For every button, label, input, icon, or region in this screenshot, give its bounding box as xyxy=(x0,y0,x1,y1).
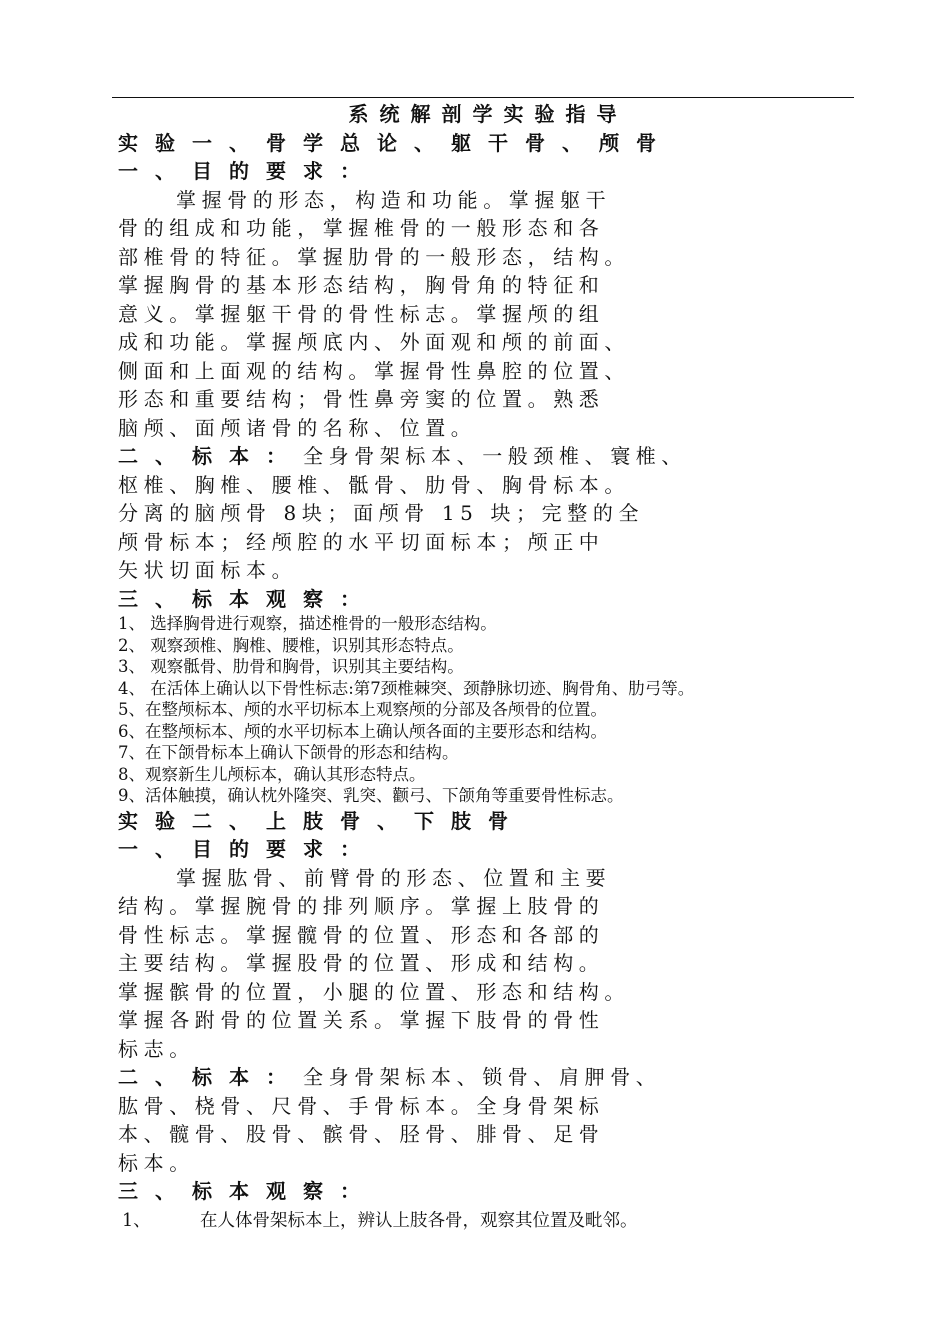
exp1-aim-line: 意义。掌握躯干骨的骨性标志。掌握颅的组 xyxy=(118,301,605,326)
exp1-obs-heading: 三、标本观察： xyxy=(118,586,377,611)
exp2-aim-line: 骨性标志。掌握髋骨的位置、形态和各部的 xyxy=(118,922,605,947)
exp2-obs-item-number: 1、 xyxy=(122,1210,151,1231)
header-rule xyxy=(112,97,854,98)
exp2-aim-line: 掌握髌骨的位置，小腿的位置、形态和结构。 xyxy=(118,979,630,1004)
exp2-aim-heading: 一、目的要求： xyxy=(118,837,377,861)
exp1-specimen-line: 颅骨标本；经颅腔的水平切面标本；颅正中 xyxy=(118,529,605,554)
exp1-specimen-heading: 二、标本： xyxy=(118,444,303,468)
exp1-specimen-line: 矢状切面标本。 xyxy=(118,558,298,582)
exp2-specimen-line: 本、髋骨、股骨、髌骨、胫骨、腓骨、足骨 xyxy=(118,1122,605,1146)
exp1-aim-line: 部椎骨的特征。掌握肋骨的一般形态，结构。 xyxy=(118,244,630,269)
exp1-specimen-line: 枢椎、胸椎、腰椎、骶骨、肋骨、胸骨标本。 xyxy=(118,472,630,497)
exp2-specimen-line: 肱骨、桡骨、尺骨、手骨标本。全身骨架标 xyxy=(118,1093,605,1118)
exp2-aim-line: 标志。 xyxy=(118,1036,195,1061)
exp1-aim-heading: 一、目的要求： xyxy=(118,159,377,183)
document-title: 系统解剖学实验指导 xyxy=(348,102,628,126)
exp1-aim-line: 脑颅、面颅诸骨的名称、位置。 xyxy=(118,415,477,440)
exp2-obs-item-text: 在人体骨架标本上，辨认上肢各骨，观察其位置及毗邻。 xyxy=(200,1210,638,1231)
document-page xyxy=(118,100,858,1236)
exp1-heading: 实验一、骨学总论、躯干骨、颅骨 xyxy=(118,130,673,155)
exp1-obs-item: 2、 观察颈椎、胸椎、腰椎，识别其形态特点。 xyxy=(118,635,464,655)
exp2-specimen-heading: 二、标本： xyxy=(118,1065,303,1089)
exp2-heading: 实验二、上肢骨、下肢骨 xyxy=(118,808,525,833)
exp2-aim-line: 主要结构。掌握股骨的位置、形成和结构。 xyxy=(118,951,605,975)
exp1-aim-line: 侧面和上面观的结构。掌握骨性鼻腔的位置、 xyxy=(118,358,630,383)
exp1-specimen-line: 分离的脑颅骨 8块；面颅骨 15 块；完整的全 xyxy=(118,501,645,525)
exp1-aim-line: 骨的组成和功能，掌握椎骨的一般形态和各 xyxy=(118,216,605,240)
exp2-obs-heading: 三、标本观察： xyxy=(118,1179,377,1203)
exp1-obs-item: 1、 选择胸骨进行观察，描述椎骨的一般形态结构。 xyxy=(118,614,497,633)
exp1-specimen-row xyxy=(118,442,858,471)
exp1-obs-item: 3、 观察骶骨、肋骨和胸骨，识别其主要结构。 xyxy=(118,657,464,676)
exp1-aim-line: 成和功能。掌握颅底内、外面观和颅的前面、 xyxy=(118,330,630,354)
exp1-aim-line: 形态和重要结构；骨性鼻旁窦的位置。熟悉 xyxy=(118,387,605,411)
exp1-obs-item: 6、在整颅标本、颅的水平切标本上确认颅各面的主要形态和结构。 xyxy=(118,721,607,741)
exp1-obs-item: 9、活体触摸，确认枕外隆突、乳突、颧弓、下颌角等重要骨性标志。 xyxy=(118,786,624,805)
exp2-specimen-line: 全身骨架标本、锁骨、肩胛骨、 xyxy=(303,1065,662,1089)
exp2-aim-line: 掌握肱骨、前臂骨的形态、位置和主要 xyxy=(176,865,612,890)
exp1-obs-item: 7、在下颌骨标本上确认下颌骨的形态和结构。 xyxy=(118,743,459,762)
exp2-specimen-line: 标本。 xyxy=(118,1150,195,1175)
exp2-aim-line: 掌握各跗骨的位置关系。掌握下肢骨的骨性 xyxy=(118,1008,605,1032)
exp1-obs-item: 4、 在活体上确认以下骨性标志:第7颈椎棘突、颈静脉切迹、胸骨角、肋弓等。 xyxy=(118,678,695,698)
exp1-obs-item: 5、在整颅标本、颅的水平切标本上观察颅的分部及各颅骨的位置。 xyxy=(118,700,607,719)
exp1-aim-line: 掌握骨的形态，构造和功能。掌握躯干 xyxy=(176,187,612,212)
exp2-obs-item xyxy=(118,1206,858,1236)
exp2-aim-line: 结构。掌握腕骨的排列顺序。掌握上肢骨的 xyxy=(118,894,605,918)
exp1-obs-item: 8、观察新生儿颅标本，确认其形态特点。 xyxy=(118,764,426,784)
exp2-specimen-row xyxy=(118,1063,858,1092)
exp1-aim-line: 掌握胸骨的基本形态结构，胸骨角的特征和 xyxy=(118,273,605,297)
exp1-specimen-line: 全身骨架标本、一般颈椎、寰椎、 xyxy=(303,444,687,468)
